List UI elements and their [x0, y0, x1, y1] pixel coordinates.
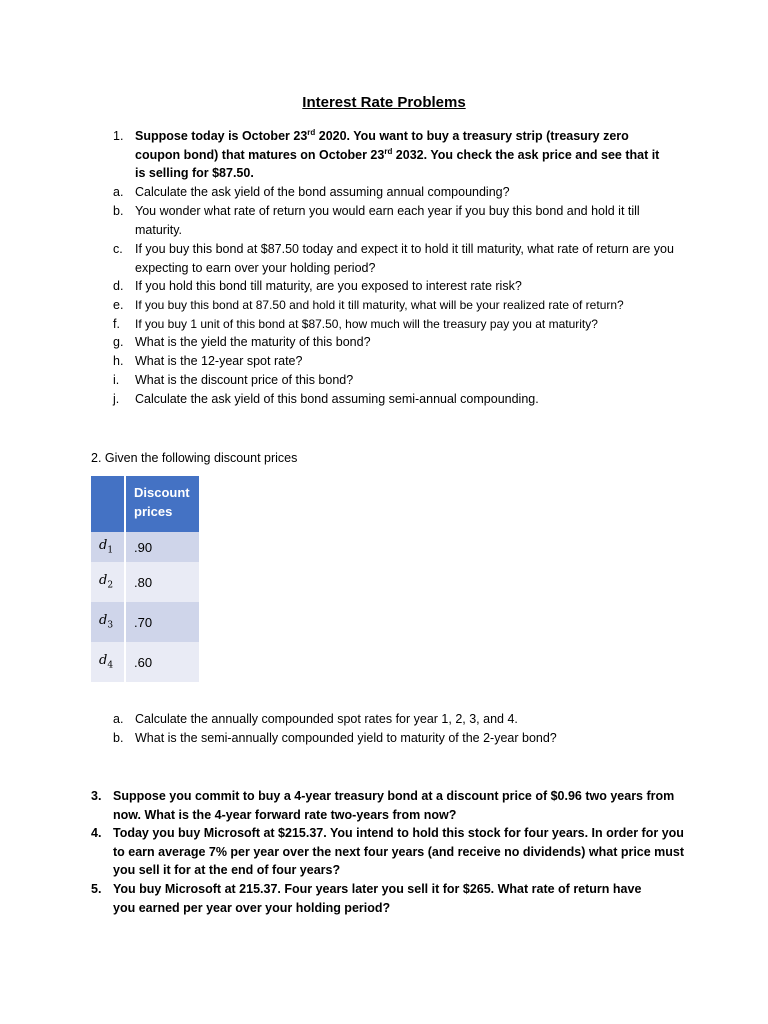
question-number: 5. — [91, 882, 102, 896]
part-letter: a. — [113, 712, 124, 726]
question-1-part-j — [113, 390, 713, 409]
table-row — [91, 532, 199, 562]
part-text: What is the 12-year spot rate? — [135, 354, 303, 368]
question-text: Suppose you commit to buy a 4-year treasury bond at a discount price of $0.96 two years from now. What is the 4-year forward rate two-years from now? — [113, 789, 675, 822]
part-letter: d. — [113, 279, 124, 293]
table-row — [91, 642, 199, 682]
part-text: If you buy this bond at 87.50 and hold it till maturity, what will be your realized rate of return? — [135, 298, 624, 312]
part-letter: g. — [113, 335, 124, 349]
part-text: If you hold this bond till maturity, are you exposed to interest rate risk? — [135, 279, 522, 293]
question-number: 3. — [91, 789, 102, 803]
part-text: What is the discount price of this bond? — [135, 373, 354, 387]
question-4 — [91, 824, 687, 880]
table-row — [91, 562, 199, 602]
table-cell-value: .90 — [125, 532, 199, 562]
question-1 — [113, 127, 673, 183]
part-letter: e. — [113, 298, 124, 312]
question-number: 4. — [91, 826, 102, 840]
part-letter: a. — [113, 185, 124, 199]
table-cell-variable: $d_3$ — [91, 602, 125, 642]
part-letter: c. — [113, 242, 123, 256]
table-cell-variable: $d_1$ — [91, 532, 125, 562]
table-header-row — [91, 476, 199, 532]
table-header-cell — [91, 476, 125, 532]
part-text: Calculate the ask yield of the bond assuming annual compounding? — [135, 185, 510, 199]
part-letter: h. — [113, 354, 124, 368]
question-number: 1. — [113, 129, 124, 143]
part-letter: f. — [113, 317, 120, 331]
question-1-part-a — [113, 183, 673, 202]
document-title: Interest Rate Problems — [302, 94, 466, 111]
part-letter: j. — [113, 392, 120, 406]
question-1-part-c — [113, 240, 678, 277]
question-text: Today you buy Microsoft at $215.37. You intend to hold this stock for four years. In order for you to earn average 7% per year over the next four years (and receive no dividends) what price must you sell it for at the end of four years? — [113, 826, 685, 877]
part-text: What is the yield the maturity of this bond? — [135, 335, 371, 349]
table-row — [91, 602, 199, 642]
question-1-part-h — [113, 352, 713, 371]
question-2-intro: 2. Given the following discount prices — [91, 451, 298, 465]
part-text: If you buy this bond at $87.50 today and expect it to hold it till maturity, what rate of return are you expecting to earn over your holding period? — [135, 242, 674, 275]
question-1-part-b — [113, 202, 673, 239]
question-2-part-b — [113, 729, 713, 748]
table-cell-variable: $d_2$ — [91, 562, 125, 602]
question-1-part-i — [113, 371, 713, 390]
question-1-part-f — [113, 315, 733, 334]
table-cell-variable: $d_4$ — [91, 642, 125, 682]
table-header-cell: Discount prices — [125, 476, 199, 532]
part-text: Calculate the ask yield of this bond assuming semi-annual compounding. — [135, 392, 539, 406]
table-cell-value: .60 — [125, 642, 199, 682]
part-letter: i. — [113, 373, 120, 387]
table-cell-value: .80 — [125, 562, 199, 602]
question-1-part-g — [113, 333, 713, 352]
part-text: Calculate the annually compounded spot rates for year 1, 2, 3, and 4. — [135, 712, 518, 726]
part-letter: b. — [113, 731, 124, 745]
discount-prices-table — [91, 476, 199, 682]
part-text: You wonder what rate of return you would earn each year if you buy this bond and hold it till maturity. — [135, 204, 640, 237]
question-text: Suppose today is October 23rd 2020. You want to buy a treasury strip (treasury zero coupon bond) that matures on October 23rd 2032. You check the ask price and see that it is selling for $87.50. — [135, 127, 660, 180]
part-text: If you buy 1 unit of this bond at $87.50, how much will the treasury pay you at maturity? — [135, 317, 598, 331]
question-2-part-a — [113, 710, 673, 729]
table-cell-value: .70 — [125, 602, 199, 642]
question-1-part-e — [113, 296, 733, 315]
question-3 — [91, 787, 691, 824]
question-1-part-d — [113, 277, 713, 296]
question-text: You buy Microsoft at 215.37. Four years later you sell it for $265. What rate of return have you earned per year over your holding period? — [113, 882, 642, 915]
question-5 — [91, 880, 661, 917]
part-letter: b. — [113, 204, 124, 218]
part-text: What is the semi-annually compounded yield to maturity of the 2-year bond? — [135, 731, 557, 745]
